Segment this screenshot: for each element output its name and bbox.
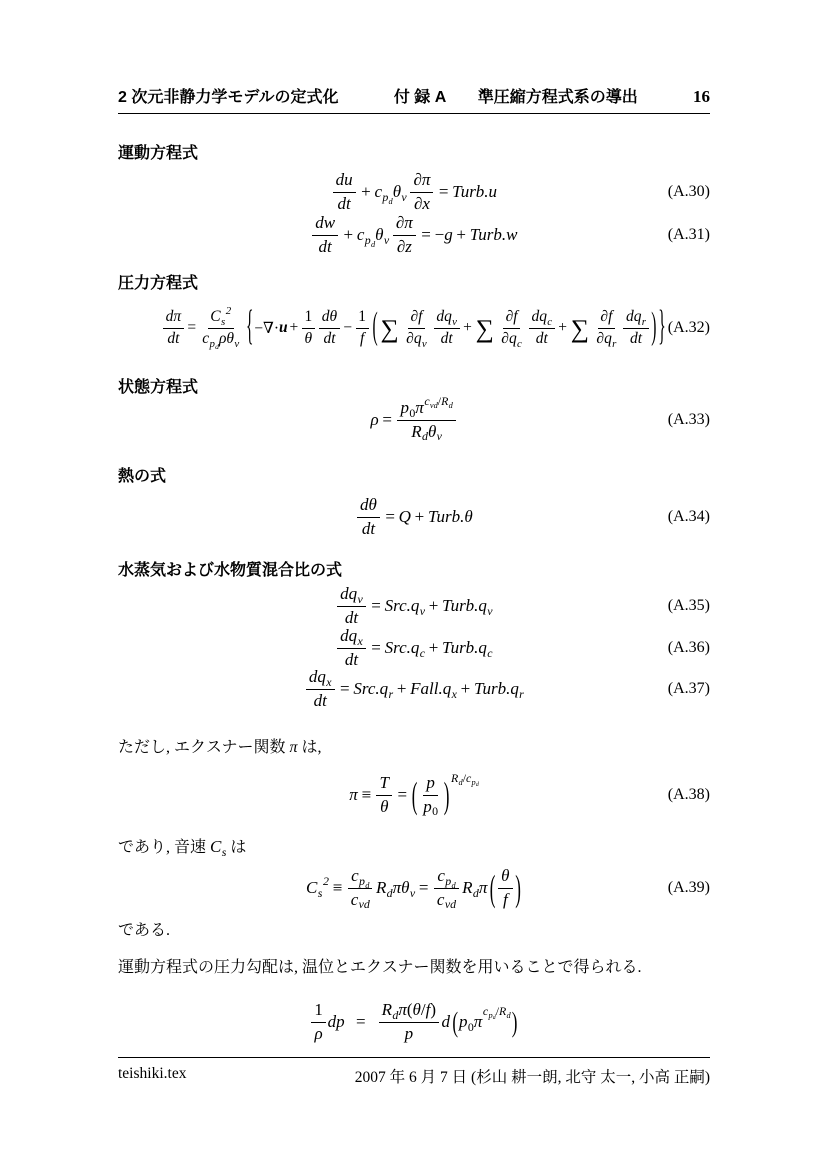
equation-number: (A.33) xyxy=(667,411,710,428)
equation-a39 xyxy=(118,861,710,915)
section-heading-state: 状態方程式 xyxy=(118,379,199,396)
equation-number: (A.39) xyxy=(667,879,710,896)
inline-math-cs: C s xyxy=(210,837,227,860)
equation-a36 xyxy=(118,626,710,670)
page-footer xyxy=(118,1057,710,1087)
equation-math: $\frac{d\pi}{dt}$ = C s 2 c p d ρθ v { −∇· u + $\frac{1}{\theta}$ dθ dt − $\frac{1}{f}$ ( ∑ ∂f ∂q v dq v dt + ∑ ∂f ∂q c dq c dt + ∑ ∂f ∂q r dq r dt ) } xyxy=(161,308,666,348)
header-center-title: 付 録 A 準圧縮方程式系の導出 xyxy=(393,89,638,106)
section-heading-moisture: 水蒸気および水物質混合比の式 xyxy=(118,562,343,579)
equation-number: (A.32) xyxy=(667,319,710,336)
equation-math: dq v dt = Src.q v + Turb.q v xyxy=(335,584,492,627)
page-number: 16 xyxy=(693,87,710,106)
equation-math: dq x dt = Src.q r + Fall.q x + Turb.q r xyxy=(304,667,524,710)
footer-filename: teishiki.tex xyxy=(118,1065,187,1082)
equation-math: π ≡ $\frac{T}{\theta}$ = ( p p 0 ) R d / c p d xyxy=(349,771,479,819)
equation-a38 xyxy=(118,768,710,822)
inline-math-pi: π xyxy=(289,739,298,756)
equation-math: $\frac{d\theta}{dt}$ = Q + Turb.θ xyxy=(355,495,472,538)
equation-a31 xyxy=(118,211,710,259)
paragraph-exner-intro: ただし, エクスナー関数 π は, xyxy=(118,739,322,756)
equation-number: (A.30) xyxy=(667,183,710,200)
equation-a30 xyxy=(118,168,710,216)
footer-date-authors: 2007 年 6 月 7 日 (杉山 耕一朗, 北守 太一, 小高 正嗣) xyxy=(354,1069,710,1086)
equation-math: ρ = p 0 π c vd / R d R d θ v xyxy=(371,398,458,441)
equation-number: (A.38) xyxy=(667,786,710,803)
equation-a33 xyxy=(118,394,710,446)
paragraph-dearu: である. xyxy=(118,922,171,939)
section-heading-pressure: 圧力方程式 xyxy=(118,275,199,292)
equation-math: 1 ρ dp = R d π ( θ / f ) p d ( p 0 π c p d / R d ) xyxy=(310,1000,519,1043)
paragraph-pressure-gradient: 運動方程式の圧力勾配は, 温位とエクスナー関数を用いることで得られる. xyxy=(118,959,642,976)
equation-math: du dt + c p d θ v $\frac{\partial\pi}{\partial x}$ = Turb.u xyxy=(331,170,497,213)
equation-number: (A.37) xyxy=(667,680,710,697)
equation-math: C s 2 ≡ c p d c vd R d πθ v = c p d c vd R d π ( θ f ) xyxy=(306,866,521,912)
equation-number: (A.35) xyxy=(667,597,710,614)
page-header xyxy=(118,84,710,114)
section-heading-heat: 熱の式 xyxy=(118,468,167,485)
paragraph-sound-speed-intro: であり, 音速 C s は xyxy=(118,837,247,860)
equation-number: (A.31) xyxy=(667,226,710,243)
equation-pressure-gradient xyxy=(118,994,710,1050)
header-left-title: 2 次元非静力学モデルの定式化 xyxy=(118,89,339,106)
equation-math: dw dt + c p d θ v $\frac{\partial\pi}{\partial z}$ = − g + Turb.w xyxy=(311,213,518,256)
equation-number: (A.36) xyxy=(667,639,710,656)
section-heading-motion: 運動方程式 xyxy=(118,145,199,162)
equation-a32 xyxy=(118,297,710,359)
equation-a35 xyxy=(118,584,710,628)
equation-a37 xyxy=(118,667,710,711)
equation-a34 xyxy=(118,494,710,540)
equation-math: dq x dt = Src.q c + Turb.q c xyxy=(335,626,492,669)
equation-number: (A.34) xyxy=(667,508,710,525)
